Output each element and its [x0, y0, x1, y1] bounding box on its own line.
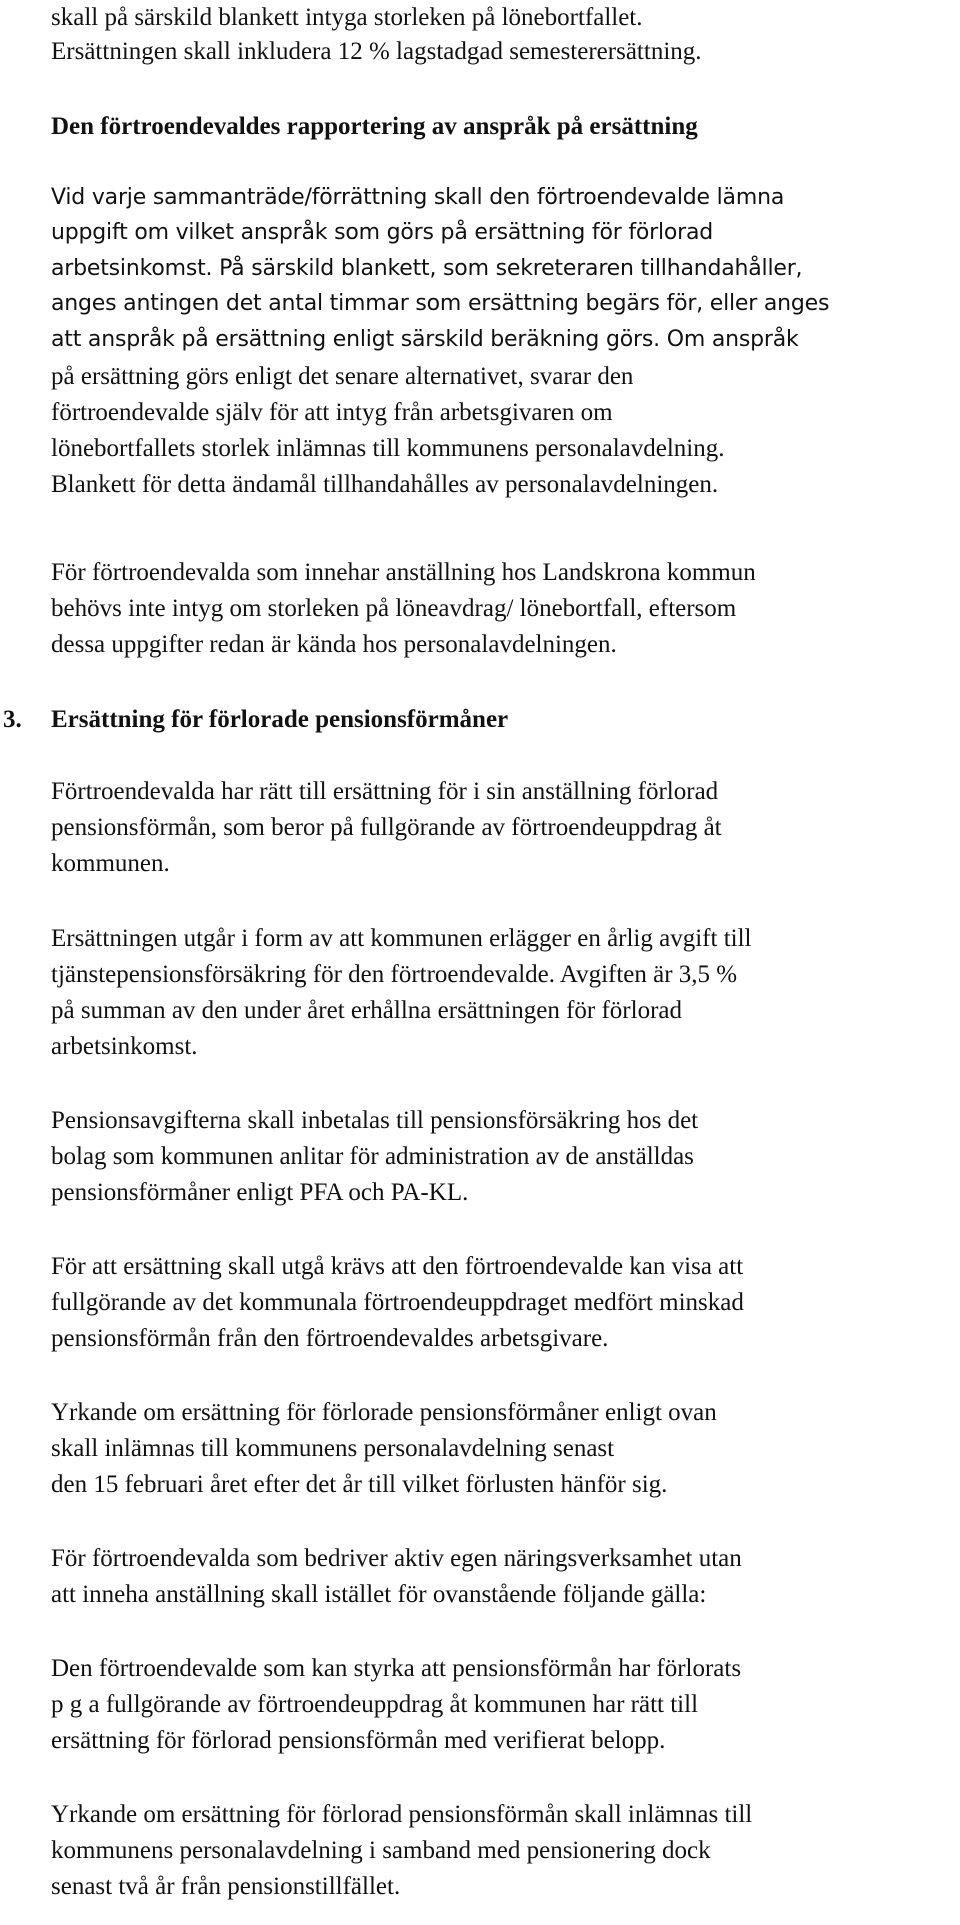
text-line: dessa uppgifter redan är kända hos personalavdelningen.	[51, 631, 617, 658]
text-line: Yrkande om ersättning för förlorad pensionsförmån skall inlämnas till	[51, 1801, 753, 1828]
text-line: kommunens personalavdelning i samband med pensionering dock	[51, 1837, 711, 1864]
text-line: skall inlämnas till kommunens personalavdelning senast	[51, 1435, 615, 1462]
text-line: Pensionsavgifterna skall inbetalas till pensionsförsäkring hos det	[51, 1107, 699, 1134]
text-line: senast två år från pensionstillfället.	[51, 1873, 401, 1900]
text-line: Ersättningen skall inkludera 12 % lagstadgad semesterersättning.	[51, 38, 702, 65]
text-line: arbetsinkomst.	[51, 1033, 198, 1060]
text-line: att anspråk på ersättning enligt särskild beräkning görs. Om anspråk	[51, 327, 799, 352]
text-line: behövs inte intyg om storleken på löneavdrag/ lönebortfall, eftersom	[51, 595, 737, 622]
text-line: Förtroendevalda har rätt till ersättning för i sin anställning förlorad	[51, 778, 719, 805]
text-line: anges antingen det antal timmar som ersättning begärs för, eller anges	[51, 291, 830, 316]
text-line: Ersättningen utgår i form av att kommunen erlägger en årlig avgift till	[51, 925, 752, 952]
text-line: fullgörande av det kommunala förtroendeuppdraget medfört minskad	[51, 1289, 744, 1316]
text-line: p g a fullgörande av förtroendeuppdrag åt kommunen har rätt till	[51, 1691, 699, 1718]
text-line: förtroendevalde själv för att intyg från arbetsgivaren om	[51, 399, 613, 426]
section-heading: Den förtroendevaldes rapportering av anspråk på ersättning	[51, 113, 698, 140]
section-number: 3.	[3, 706, 22, 733]
text-line: Vid varje sammanträde/förrättning skall den förtroendevalde lämna	[51, 185, 785, 210]
text-line: ersättning för förlorad pensionsförmån med verifierat belopp.	[51, 1727, 666, 1754]
text-line: pensionsförmåner enligt PFA och PA-KL.	[51, 1179, 469, 1206]
text-line: bolag som kommunen anlitar för administration av de anställdas	[51, 1143, 694, 1170]
text-line: pensionsförmån, som beror på fullgörande av förtroendeuppdrag åt	[51, 814, 722, 841]
text-line: tjänstepensionsförsäkring för den förtroendevalde. Avgiften är 3,5 %	[51, 961, 738, 988]
text-line: För förtroendevalda som bedriver aktiv egen näringsverksamhet utan	[51, 1545, 742, 1572]
text-line: Blankett för detta ändamål tillhandahålles av personalavdelningen.	[51, 471, 719, 498]
text-line: lönebortfallets storlek inlämnas till kommunens personalavdelning.	[51, 435, 725, 462]
text-line: pensionsförmån från den förtroendevaldes arbetsgivare.	[51, 1325, 609, 1352]
text-line: Den förtroendevalde som kan styrka att pensionsförmån har förlorats	[51, 1655, 742, 1682]
text-line: Yrkande om ersättning för förlorade pensionsförmåner enligt ovan	[51, 1399, 717, 1426]
text-line: uppgift om vilket anspråk som görs på ersättning för förlorad	[51, 220, 714, 245]
text-line: att inneha anställning skall istället för ovanstående följande gälla:	[51, 1581, 707, 1608]
text-line: arbetsinkomst. På särskild blankett, som sekreteraren tillhandahåller,	[51, 256, 803, 281]
text-line: För förtroendevalda som innehar anställning hos Landskrona kommun	[51, 559, 756, 586]
text-line: skall på särskild blankett intyga storleken på lönebortfallet.	[51, 4, 643, 31]
section-heading: Ersättning för förlorade pensionsförmåner	[51, 706, 509, 733]
text-line: den 15 februari året efter det år till vilket förlusten hänför sig.	[51, 1471, 668, 1498]
text-line: på ersättning görs enligt det senare alternativet, svarar den	[51, 363, 634, 390]
text-line: på summan av den under året erhållna ersättningen för förlorad	[51, 997, 682, 1024]
text-line: kommunen.	[51, 850, 170, 877]
text-line: För att ersättning skall utgå krävs att den förtroendevalde kan visa att	[51, 1253, 744, 1280]
